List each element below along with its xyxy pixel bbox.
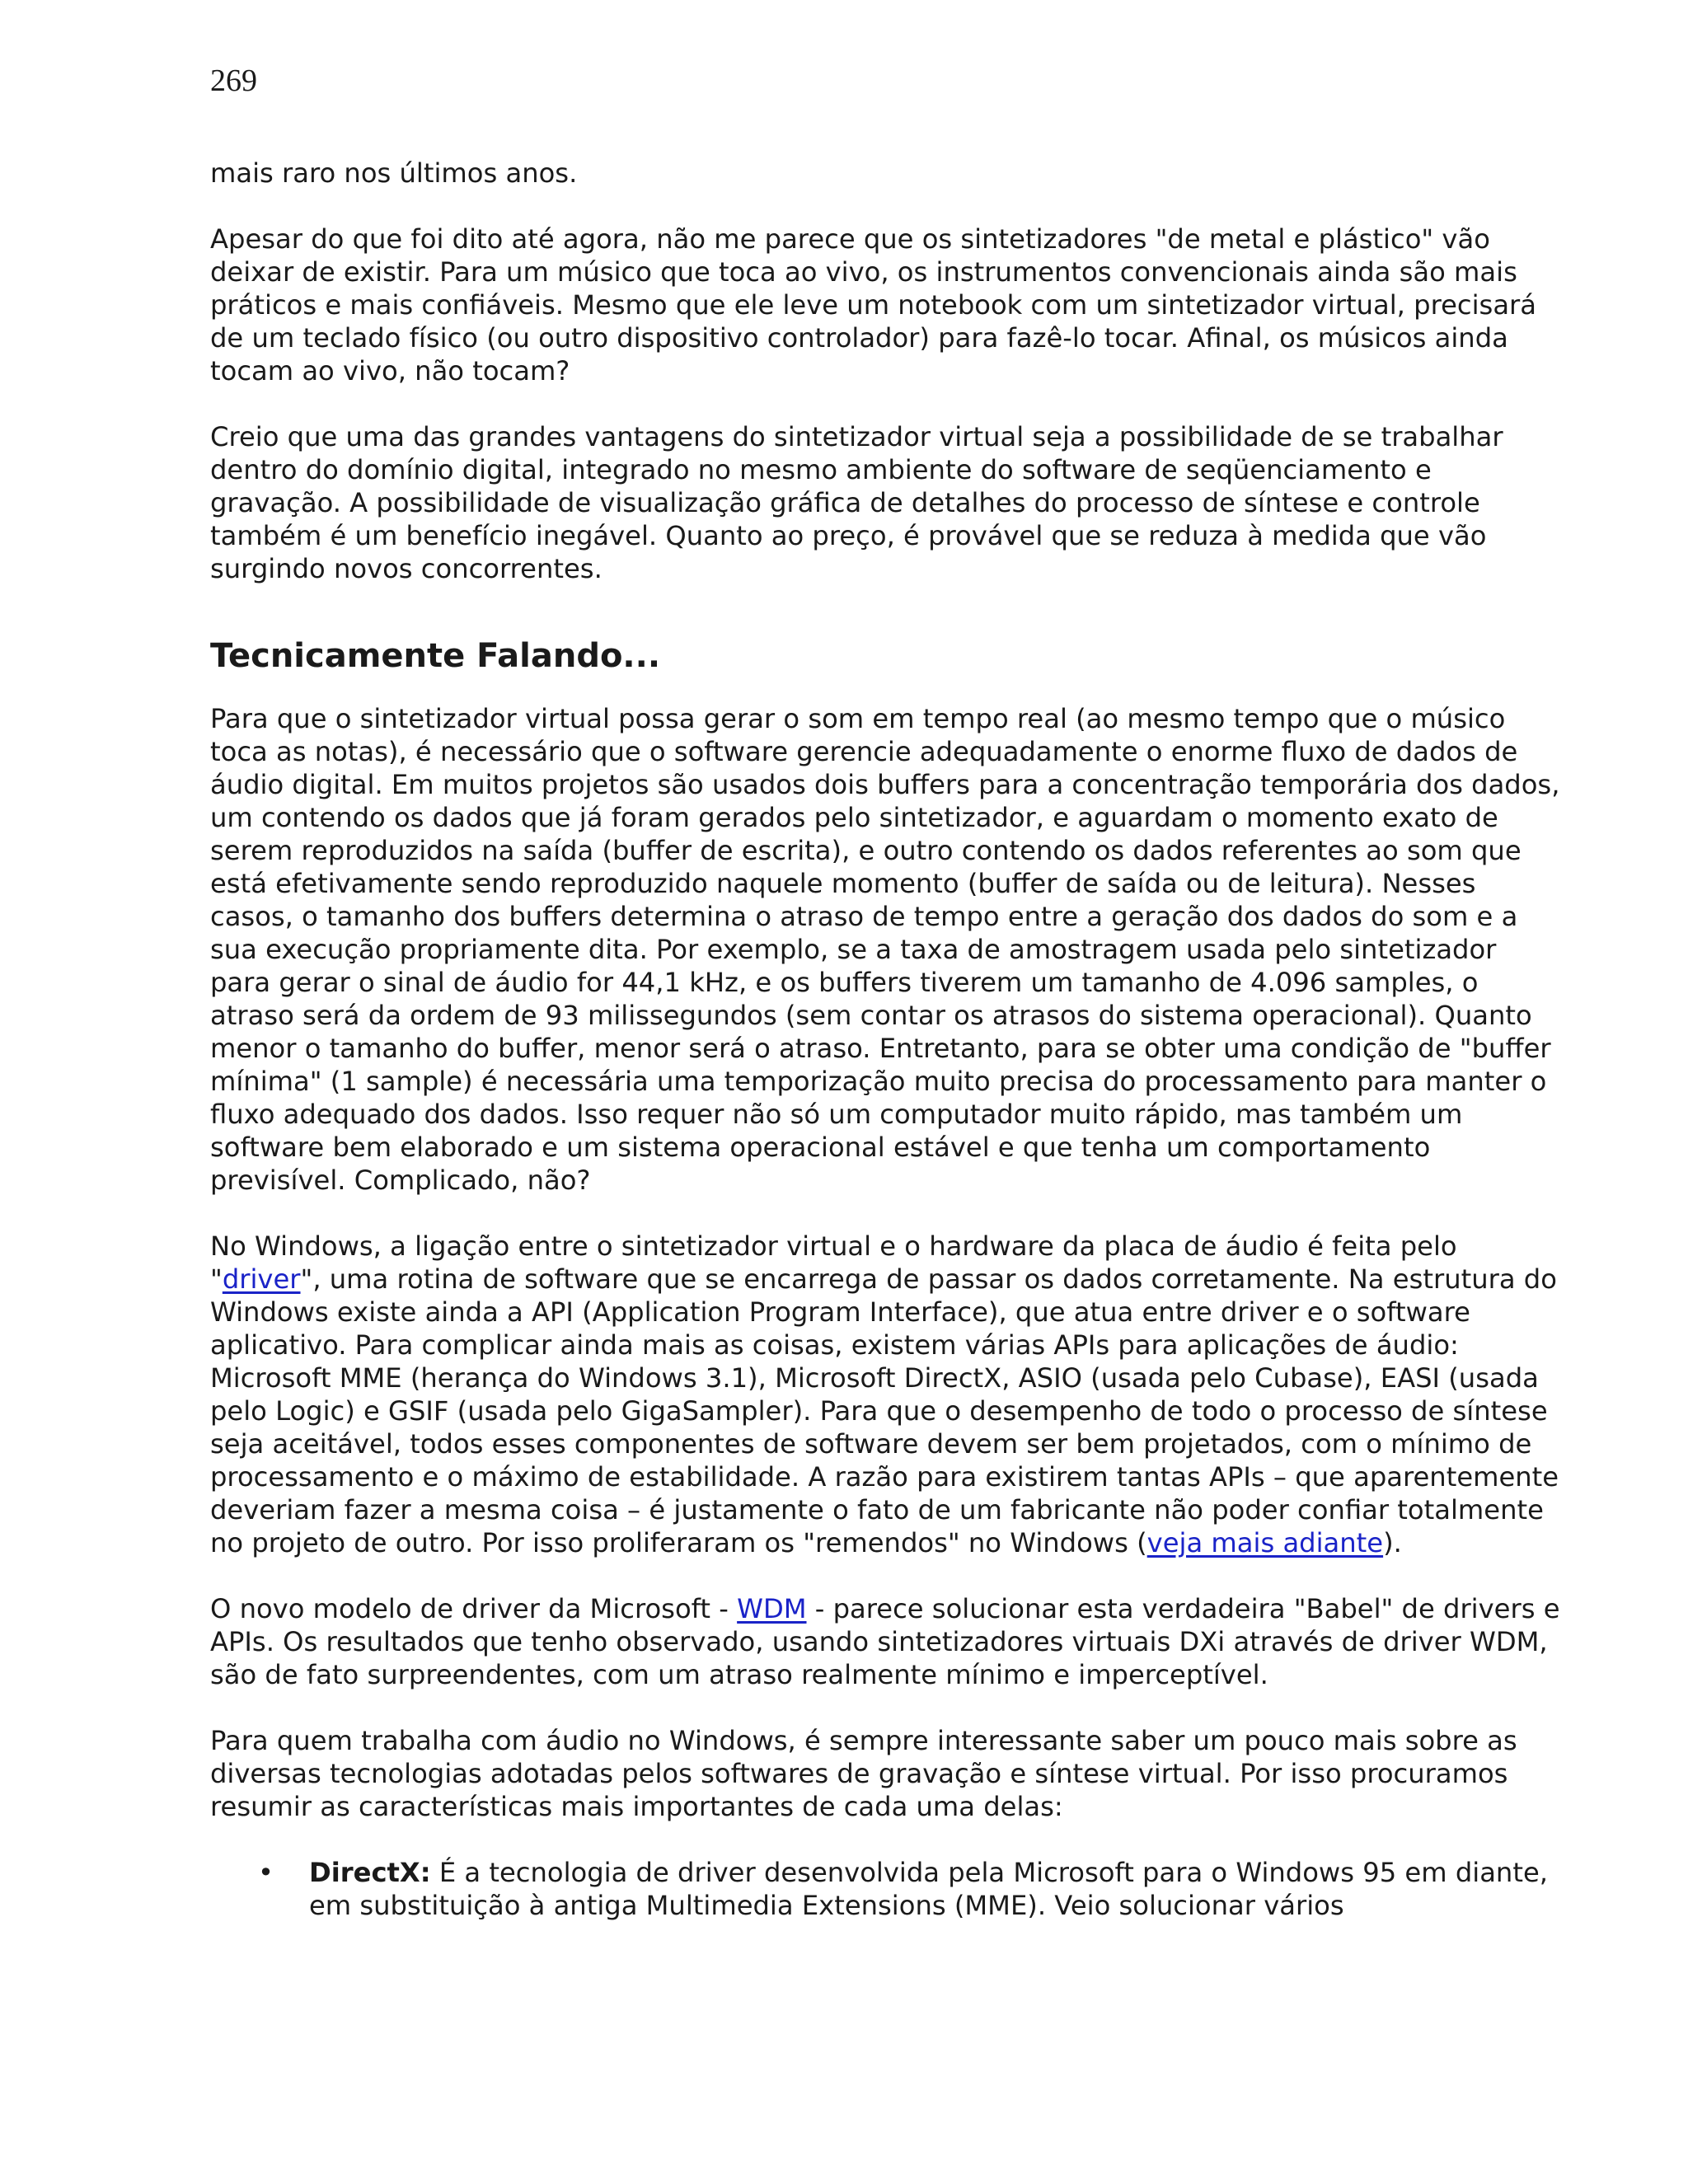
paragraph-metal-plastico: Apesar do que foi dito até agora, não me parece que os sintetizadores "de metal e plástico" vão deixar de existir. Para um músico que toca ao vivo, os instrumentos convencionais ainda são mais práticos e mais confiáveis. Mesmo que ele leve um notebook com um sintetizador virtual, precisará de um teclado físico (ou outro dispositivo controlador) para fazê-lo tocar. Afinal, os músicos ainda tocam ao vivo, não tocam?	[210, 223, 1536, 387]
technology-list	[210, 1856, 1562, 1922]
list-item-term: DirectX:	[309, 1857, 431, 1888]
text-span: ", uma rotina de software que se encarrega de passar os dados corretamente. Na estrutura do Windows existe ainda a API (Application Program Interface), que atua entre driver e o software aplicativo. Para complicar ainda mais as coisas, existem várias APIs para aplicações de áudio: Microsoft MME (herança do Windows 3.1), Microsoft DirectX, ASIO (usada pelo Cubase), EASI (usada pelo Logic) e GSIF (usada pelo GigaSampler). Para que o desempenho de todo o processo de síntese seja aceitável, todos esses componentes de software devem ser bem projetados, com o mínimo de processamento e o máximo de estabilidade. A razão para existirem tantas APIs – que aparentemente deveriam fazer a mesma coisa – é justamente o fato de um fabricante não poder confiar totalmente no projeto de outro. Por isso proliferaram os "remendos" no Windows (	[210, 1263, 1559, 1558]
paragraph-continued: mais raro nos últimos anos.	[210, 157, 578, 189]
paragraph-vantagens: Creio que uma das grandes vantagens do sintetizador virtual seja a possibilidade de se trabalhar dentro do domínio digital, integrado no mesmo ambiente do software de seqüenciamento e gravação. A possibilidade de visualização gráfica de detalhes do processo de síntese e controle também é um benefício inegável. Quanto ao preço, é provável que se reduza à medida que vão surgindo novos concorrentes.	[210, 421, 1503, 584]
paragraph-tecnologias: Para quem trabalha com áudio no Windows, é sempre interessante saber um pouco mais sobre as diversas tecnologias adotadas pelos softwares de gravação e síntese virtual. Por isso procuramos resumir as características mais importantes de cada uma delas:	[210, 1725, 1517, 1822]
paragraph-buffers: Para que o sintetizador virtual possa gerar o som em tempo real (ao mesmo tempo que o músico toca as notas), é necessário que o software gerencie adequadamente o enorme fluxo de dados de áudio digital. Em muitos projetos são usados dois buffers para a concentração temporária dos dados, um contendo os dados que já foram gerados pelo sintetizador, e aguardam o momento exato de serem reproduzidos na saída (buffer de escrita), e outro contendo os dados referentes ao som que está efetivamente sendo reproduzido naquele momento (buffer de saída ou de leitura). Nesses casos, o tamanho dos buffers determina o atraso de tempo entre a geração dos dados do som e a sua execução propriamente dita. Por exemplo, se a taxa de amostragem usada pelo sintetizador para gerar o sinal de áudio for 44,1 kHz, e os buffers tiverem um tamanho de 4.096 samples, o atraso será da ordem de 93 milissegundos (sem contar os atrasos do sistema operacional). Quanto menor o tamanho do buffer, menor será o atraso. Entretanto, para se obter uma condição de "buffer mínima" (1 sample) é necessária uma temporização muito precisa do processamento para manter o fluxo adequado dos dados. Isso requer não só um computador muito rápido, mas também um software bem elaborado e um sistema operacional estável e que tenha um comportamento previsível. Complicado, não?	[210, 703, 1560, 1196]
veja-mais-adiante-link[interactable]: veja mais adiante	[1146, 1527, 1384, 1558]
text-span: ).	[1383, 1527, 1402, 1558]
driver-link[interactable]: driver	[222, 1263, 301, 1295]
paragraph-windows-driver	[210, 1230, 1562, 1559]
wdm-link[interactable]: WDM	[737, 1593, 807, 1624]
section-heading: Tecnicamente Falando...	[210, 637, 661, 675]
paragraph-wdm	[210, 1592, 1562, 1691]
text-span: No Windows, a ligação entre o sintetizador virtual e o hardware da placa de áudio é feita pelo "	[210, 1230, 1457, 1295]
list-item	[210, 1856, 1562, 1922]
page-number: 269	[210, 63, 257, 98]
document-body	[210, 157, 1562, 1922]
text-span: O novo modelo de driver da Microsoft -	[210, 1593, 738, 1624]
list-item-text: É a tecnologia de driver desenvolvida pela Microsoft para o Windows 95 em diante, em substituição à antiga Multimedia Extensions (MME). Veio solucionar vários	[309, 1857, 1548, 1921]
text-span: - parece solucionar esta verdadeira "Babel" de drivers e APIs. Os resultados que tenho observado, usando sintetizadores virtuais DXi através de driver WDM, são de fato surpreendentes, com um atraso realmente mínimo e imperceptível.	[210, 1593, 1560, 1690]
bullet-icon: •	[258, 1857, 274, 1888]
